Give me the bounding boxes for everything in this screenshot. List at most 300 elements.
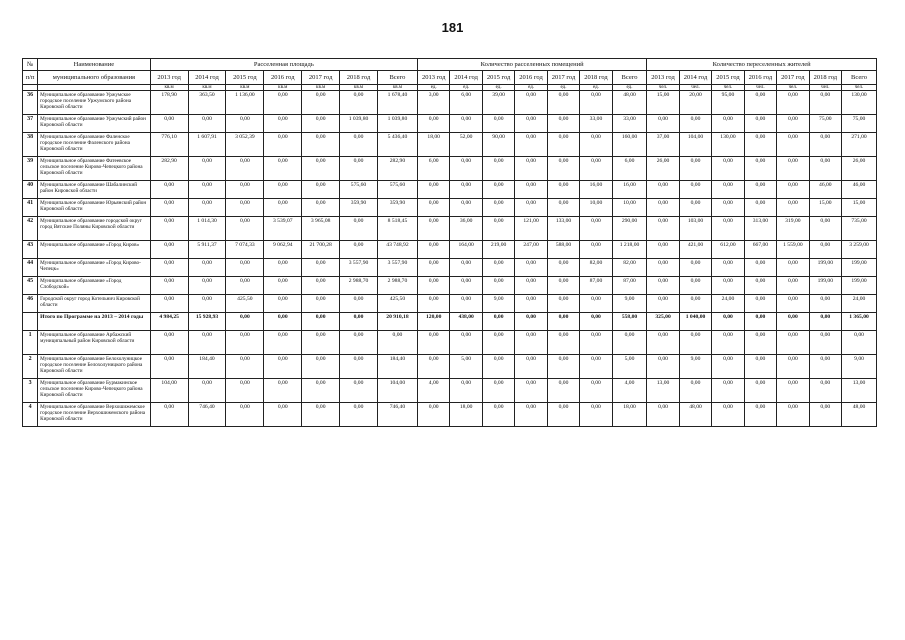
cell-area: 184,40 (377, 355, 417, 379)
cell-area: 0,00 (302, 181, 340, 199)
cell-premises: 0,00 (417, 199, 449, 217)
cell-premises: 121,00 (515, 217, 547, 241)
cell-residents: 0,00 (744, 115, 776, 133)
cell-area: 0,00 (188, 295, 226, 313)
municipality-name: Муниципальное образование Юрьянский район Кировской области (38, 199, 151, 217)
cell-area: 178,90 (150, 91, 188, 115)
cell-residents: 9,00 (679, 355, 711, 379)
cell-area: 0,00 (188, 115, 226, 133)
cell-residents: 1 365,00 (842, 313, 877, 331)
unit-cell-area: кв.м (264, 85, 302, 91)
cell-residents: 0,00 (712, 277, 744, 295)
cell-area: 0,00 (150, 259, 188, 277)
row-number: 44 (23, 259, 38, 277)
cell-area: 9 062,94 (264, 241, 302, 259)
cell-area: 0,00 (302, 313, 340, 331)
cell-residents: 75,00 (809, 115, 841, 133)
cell-residents: 319,00 (777, 217, 809, 241)
cell-residents: 0,00 (777, 295, 809, 313)
municipality-name: Муниципальное образование Уржумский район Кировской области (38, 115, 151, 133)
row-number: 2 (23, 355, 38, 379)
table-body (23, 91, 877, 427)
cell-premises: 36,00 (450, 217, 482, 241)
cell-residents: 0,00 (712, 217, 744, 241)
cell-area: 0,00 (150, 241, 188, 259)
cell-premises: 9,00 (612, 295, 647, 313)
cell-premises: 0,00 (580, 379, 612, 403)
cell-area: 8 518,45 (377, 217, 417, 241)
cell-area: 0,00 (226, 259, 264, 277)
cell-area: 282,90 (377, 157, 417, 181)
cell-area: 0,00 (150, 115, 188, 133)
municipality-name: Муниципальное образование Фатеевское сельское поселение Кирово-Чепецкого района Кировской области (38, 157, 151, 181)
cell-premises: 0,00 (580, 403, 612, 427)
unit-cell-area: кв.м (377, 85, 417, 91)
header-num-sub: п/п (23, 71, 38, 85)
cell-area: 0,00 (226, 379, 264, 403)
cell-premises: 0,00 (417, 331, 449, 355)
cell-residents: 0,00 (712, 379, 744, 403)
cell-area: 0,00 (264, 259, 302, 277)
header-year-area: 2016 год (264, 71, 302, 85)
resettlement-table (22, 58, 877, 427)
cell-premises: 133,00 (547, 217, 579, 241)
municipality-name: Муниципальное образование «Город Кирово-Чепецк» (38, 259, 151, 277)
cell-residents: 0,00 (744, 133, 776, 157)
cell-area: 20 910,18 (377, 313, 417, 331)
cell-area: 43 748,92 (377, 241, 417, 259)
cell-area: 0,00 (150, 403, 188, 427)
cell-residents: 0,00 (809, 91, 841, 115)
cell-residents: 0,00 (647, 355, 679, 379)
row-number: 42 (23, 217, 38, 241)
cell-area: 104,00 (150, 379, 188, 403)
cell-premises: 0,00 (450, 115, 482, 133)
row-number: 3 (23, 379, 38, 403)
unit-cell-residents: чел. (777, 85, 809, 91)
cell-residents: 0,00 (712, 157, 744, 181)
header-year-residents: 2018 год (809, 71, 841, 85)
cell-premises: 0,00 (515, 331, 547, 355)
cell-area: 0,00 (340, 313, 378, 331)
cell-residents: 325,00 (647, 313, 679, 331)
cell-premises: 0,00 (515, 199, 547, 217)
cell-residents: 0,00 (777, 379, 809, 403)
cell-premises: 10,00 (580, 199, 612, 217)
cell-premises: 0,00 (417, 181, 449, 199)
cell-residents: 15,00 (842, 199, 877, 217)
cell-premises: 0,00 (547, 259, 579, 277)
cell-premises: 52,00 (450, 133, 482, 157)
cell-premises: 0,00 (547, 157, 579, 181)
cell-area: 0,00 (188, 331, 226, 355)
cell-residents: 0,00 (679, 277, 711, 295)
cell-area: 1 678,40 (377, 91, 417, 115)
cell-area: 0,00 (302, 379, 340, 403)
cell-residents: 0,00 (712, 115, 744, 133)
cell-premises: 0,00 (482, 259, 514, 277)
cell-area: 0,00 (340, 403, 378, 427)
municipality-name: Муниципальное образование Белохолуницкое городское поселение Белохолуницкого района Кировской области (38, 355, 151, 379)
unit-cell-area: кв.м (226, 85, 264, 91)
cell-area: 104,00 (377, 379, 417, 403)
cell-area: 0,00 (302, 157, 340, 181)
cell-residents: 13,00 (842, 379, 877, 403)
cell-premises: 4,00 (612, 379, 647, 403)
cell-area: 0,00 (226, 403, 264, 427)
cell-area: 3 557,90 (377, 259, 417, 277)
cell-premises: 6,00 (450, 91, 482, 115)
cell-premises: 16,00 (612, 181, 647, 199)
cell-residents: 0,00 (809, 379, 841, 403)
cell-area: 0,00 (302, 403, 340, 427)
cell-residents: 0,00 (744, 157, 776, 181)
cell-residents: 46,00 (809, 181, 841, 199)
table-row (23, 181, 877, 199)
municipality-name: Муниципальное образование Шабалинский район Кировской области (38, 181, 151, 199)
cell-residents: 0,00 (809, 241, 841, 259)
cell-area: 0,00 (226, 181, 264, 199)
unit-cell-residents: чел. (842, 85, 877, 91)
unit-cell-residents: чел. (647, 85, 679, 91)
cell-area: 0,00 (340, 379, 378, 403)
cell-residents: 0,00 (809, 313, 841, 331)
row-number: 45 (23, 277, 38, 295)
table-row (23, 133, 877, 157)
municipality-name: Муниципальное образование «Город Слободской» (38, 277, 151, 295)
cell-residents: 24,00 (712, 295, 744, 313)
cell-premises: 16,00 (580, 181, 612, 199)
unit-cell-premises: ед. (450, 85, 482, 91)
cell-residents: 15,00 (647, 91, 679, 115)
cell-residents: 48,00 (842, 403, 877, 427)
cell-residents: 0,00 (777, 355, 809, 379)
cell-area: 359,90 (340, 199, 378, 217)
cell-residents: 0,00 (679, 379, 711, 403)
cell-area: 0,00 (264, 115, 302, 133)
cell-area: 2 988,70 (340, 277, 378, 295)
cell-area: 0,00 (188, 259, 226, 277)
cell-premises: 247,00 (515, 241, 547, 259)
cell-area: 0,00 (340, 355, 378, 379)
cell-premises: 0,00 (547, 331, 579, 355)
cell-premises: 0,00 (482, 313, 514, 331)
cell-area: 4 984,25 (150, 313, 188, 331)
cell-residents: 0,00 (744, 91, 776, 115)
cell-premises: 0,00 (450, 181, 482, 199)
cell-residents: 26,00 (647, 157, 679, 181)
header-year-residents: Всего (842, 71, 877, 85)
cell-residents: 46,00 (842, 181, 877, 199)
cell-premises: 90,00 (482, 133, 514, 157)
cell-residents: 0,00 (712, 313, 744, 331)
table-row (23, 241, 877, 259)
cell-premises: 0,00 (580, 355, 612, 379)
cell-premises: 0,00 (450, 157, 482, 181)
cell-premises: 0,00 (580, 133, 612, 157)
cell-area: 0,00 (302, 355, 340, 379)
row-number: 38 (23, 133, 38, 157)
cell-area: 575,60 (340, 181, 378, 199)
cell-residents: 0,00 (679, 181, 711, 199)
cell-premises: 4,00 (417, 379, 449, 403)
cell-residents: 667,00 (744, 241, 776, 259)
municipality-name: Муниципальное образование Фаленское городское поселение Фаленского района Кировской области (38, 133, 151, 157)
municipality-name: Муниципальное образование Верхошижемское городское поселение Верхошижемского района Кировской области (38, 403, 151, 427)
row-number: 1 (23, 331, 38, 355)
cell-area: 0,00 (226, 277, 264, 295)
cell-area: 0,00 (226, 157, 264, 181)
cell-premises: 588,00 (547, 241, 579, 259)
cell-area: 5 436,40 (377, 133, 417, 157)
cell-residents: 1 040,00 (679, 313, 711, 331)
cell-residents: 199,00 (809, 259, 841, 277)
cell-residents: 199,00 (842, 277, 877, 295)
cell-residents: 3 259,00 (842, 241, 877, 259)
cell-area: 0,00 (302, 277, 340, 295)
row-number: 39 (23, 157, 38, 181)
cell-residents: 0,00 (712, 259, 744, 277)
cell-residents: 0,00 (679, 157, 711, 181)
cell-residents: 0,00 (777, 277, 809, 295)
table-row (23, 379, 877, 403)
header-row-years (23, 71, 877, 85)
header-name-sub: муниципального образования (38, 71, 151, 85)
header-year-premises: 2018 год (580, 71, 612, 85)
cell-premises: 0,00 (515, 313, 547, 331)
cell-premises: 0,00 (482, 379, 514, 403)
cell-premises: 10,00 (612, 199, 647, 217)
cell-premises: 164,00 (450, 241, 482, 259)
cell-area: 0,00 (150, 217, 188, 241)
cell-premises: 0,00 (547, 115, 579, 133)
cell-area: 0,00 (264, 181, 302, 199)
cell-area: 363,50 (188, 91, 226, 115)
row-number: 36 (23, 91, 38, 115)
cell-residents: 0,00 (647, 217, 679, 241)
unit-cell-premises: ед. (580, 85, 612, 91)
cell-area: 0,00 (150, 331, 188, 355)
cell-area: 0,00 (188, 277, 226, 295)
cell-residents: 0,00 (777, 91, 809, 115)
cell-residents: 0,00 (809, 157, 841, 181)
cell-residents: 9,00 (842, 355, 877, 379)
header-year-area: Всего (377, 71, 417, 85)
unit-cell-residents: чел. (679, 85, 711, 91)
municipality-name: Итого по Программе на 2013 – 2014 годы (38, 313, 151, 331)
cell-area: 21 700,28 (302, 241, 340, 259)
cell-premises: 0,00 (515, 91, 547, 115)
cell-residents: 0,00 (679, 295, 711, 313)
header-group-area: Расселенная площадь (150, 59, 417, 71)
cell-premises: 9,00 (482, 295, 514, 313)
cell-premises: 0,00 (482, 331, 514, 355)
cell-area: 5 911,37 (188, 241, 226, 259)
cell-area: 0,00 (264, 355, 302, 379)
cell-premises: 0,00 (515, 115, 547, 133)
cell-premises: 1 218,00 (612, 241, 647, 259)
cell-residents: 104,00 (679, 133, 711, 157)
header-year-residents: 2015 год (712, 71, 744, 85)
cell-premises: 0,00 (482, 217, 514, 241)
cell-area: 0,00 (188, 199, 226, 217)
cell-premises: 3,00 (417, 91, 449, 115)
cell-area: 1 136,00 (226, 91, 264, 115)
cell-residents: 75,00 (842, 115, 877, 133)
cell-area: 0,00 (150, 295, 188, 313)
cell-residents: 421,00 (679, 241, 711, 259)
cell-premises: 0,00 (450, 259, 482, 277)
unit-cell-residents: чел. (712, 85, 744, 91)
cell-residents: 0,00 (809, 217, 841, 241)
table-row (23, 157, 877, 181)
cell-premises: 0,00 (450, 379, 482, 403)
cell-residents: 37,00 (647, 133, 679, 157)
cell-residents: 0,00 (744, 181, 776, 199)
cell-premises: 0,00 (580, 295, 612, 313)
cell-premises: 82,00 (580, 259, 612, 277)
cell-residents: 0,00 (647, 241, 679, 259)
table-row (23, 115, 877, 133)
cell-premises: 87,00 (580, 277, 612, 295)
cell-residents: 0,00 (777, 133, 809, 157)
cell-premises: 0,00 (547, 181, 579, 199)
cell-premises: 0,00 (547, 295, 579, 313)
row-number: 43 (23, 241, 38, 259)
cell-residents: 0,00 (809, 355, 841, 379)
cell-premises: 0,00 (547, 277, 579, 295)
cell-residents: 0,00 (647, 115, 679, 133)
cell-area: 0,00 (188, 181, 226, 199)
cell-premises: 0,00 (547, 355, 579, 379)
cell-premises: 0,00 (612, 331, 647, 355)
cell-area: 3 052,39 (226, 133, 264, 157)
cell-area: 746,40 (377, 403, 417, 427)
cell-residents: 0,00 (744, 199, 776, 217)
cell-area: 0,00 (340, 133, 378, 157)
cell-residents: 0,00 (712, 199, 744, 217)
header-num: № (23, 59, 38, 71)
unit-cell-premises: ед. (547, 85, 579, 91)
cell-area: 0,00 (302, 199, 340, 217)
total-row (23, 313, 877, 331)
cell-area: 0,00 (264, 133, 302, 157)
cell-premises: 0,00 (482, 115, 514, 133)
header-year-premises: 2014 год (450, 71, 482, 85)
cell-area: 0,00 (226, 355, 264, 379)
cell-premises: 0,00 (482, 181, 514, 199)
cell-premises: 0,00 (417, 259, 449, 277)
cell-residents: 1 559,00 (777, 241, 809, 259)
unit-cell-area: кв.м (150, 85, 188, 91)
cell-premises: 0,00 (482, 355, 514, 379)
cell-residents: 0,00 (647, 181, 679, 199)
cell-area: 7 074,33 (226, 241, 264, 259)
cell-area: 0,00 (340, 241, 378, 259)
table-row (23, 259, 877, 277)
cell-premises: 18,00 (612, 403, 647, 427)
cell-area: 0,00 (264, 403, 302, 427)
municipality-name: Муниципальное образование Уржумское городское поселение Уржумского района Кировской области (38, 91, 151, 115)
cell-residents: 0,00 (679, 199, 711, 217)
cell-area: 0,00 (302, 331, 340, 355)
cell-area: 0,00 (264, 91, 302, 115)
municipality-name: Муниципальное образование Бурмакинское сельское поселение Кирово-Чепецкого района Кировской области (38, 379, 151, 403)
header-year-residents: 2014 год (679, 71, 711, 85)
cell-residents: 0,00 (777, 157, 809, 181)
cell-premises: 82,00 (612, 259, 647, 277)
cell-area: 0,00 (188, 157, 226, 181)
cell-premises: 0,00 (450, 295, 482, 313)
unit-cell-premises: ед. (515, 85, 547, 91)
cell-premises: 0,00 (515, 379, 547, 403)
cell-area: 1 039,80 (377, 115, 417, 133)
cell-area: 3 965,08 (302, 217, 340, 241)
table-row (23, 331, 877, 355)
cell-area: 0,00 (150, 181, 188, 199)
cell-premises: 160,00 (612, 133, 647, 157)
cell-residents: 20,00 (679, 91, 711, 115)
cell-premises: 18,00 (450, 403, 482, 427)
cell-premises: 0,00 (417, 241, 449, 259)
cell-area: 0,00 (226, 115, 264, 133)
cell-residents: 0,00 (744, 295, 776, 313)
row-number: 37 (23, 115, 38, 133)
cell-residents: 0,00 (744, 331, 776, 355)
cell-residents: 271,00 (842, 133, 877, 157)
table-row (23, 91, 877, 115)
cell-residents: 0,00 (679, 115, 711, 133)
cell-premises: 0,00 (547, 133, 579, 157)
cell-area: 0,00 (264, 313, 302, 331)
cell-premises: 87,00 (612, 277, 647, 295)
cell-area: 0,00 (302, 91, 340, 115)
cell-premises: 290,00 (612, 217, 647, 241)
cell-area: 0,00 (340, 91, 378, 115)
cell-residents: 0,00 (744, 259, 776, 277)
header-year-residents: 2013 год (647, 71, 679, 85)
cell-residents: 0,00 (744, 355, 776, 379)
cell-residents: 199,00 (809, 277, 841, 295)
cell-area: 575,60 (377, 181, 417, 199)
cell-residents: 15,00 (809, 199, 841, 217)
cell-premises: 0,00 (417, 115, 449, 133)
header-year-premises: 2013 год (417, 71, 449, 85)
cell-premises: 0,00 (515, 259, 547, 277)
cell-area: 0,00 (264, 157, 302, 181)
cell-residents: 13,00 (647, 379, 679, 403)
cell-premises: 219,00 (482, 241, 514, 259)
table-row (23, 355, 877, 379)
cell-residents: 130,00 (842, 91, 877, 115)
table-row (23, 403, 877, 427)
cell-residents: 612,00 (712, 241, 744, 259)
cell-residents: 0,00 (777, 259, 809, 277)
cell-area: 0,00 (377, 331, 417, 355)
cell-area: 0,00 (340, 157, 378, 181)
row-number: 40 (23, 181, 38, 199)
cell-residents: 0,00 (647, 277, 679, 295)
row-number: 46 (23, 295, 38, 313)
cell-residents: 0,00 (712, 181, 744, 199)
cell-premises: 48,00 (612, 91, 647, 115)
cell-residents: 24,00 (842, 295, 877, 313)
cell-area: 0,00 (226, 199, 264, 217)
cell-area: 0,00 (340, 331, 378, 355)
header-year-area: 2018 год (340, 71, 378, 85)
cell-premises: 0,00 (417, 403, 449, 427)
cell-area: 0,00 (302, 133, 340, 157)
